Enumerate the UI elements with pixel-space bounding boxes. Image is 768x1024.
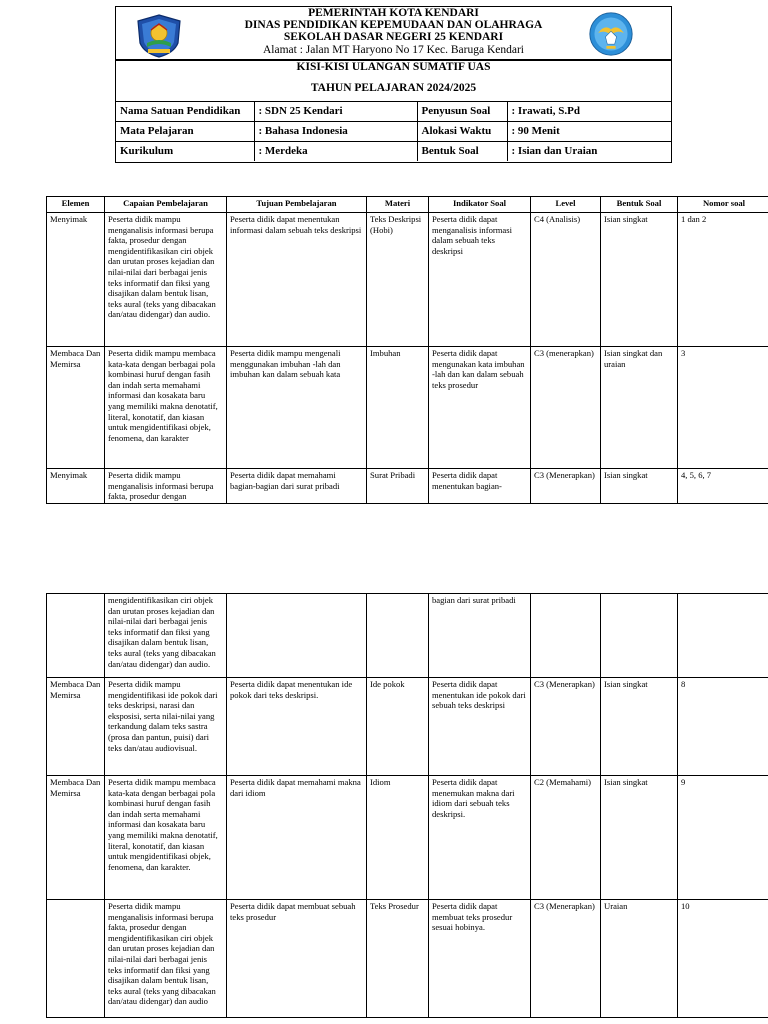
cell-nomor-soal bbox=[678, 594, 768, 678]
document-header bbox=[115, 6, 672, 163]
table-row bbox=[47, 776, 768, 900]
kisi-kisi-table-continued bbox=[46, 593, 768, 1018]
identity-value: : SDN 25 Kendari bbox=[254, 101, 417, 121]
cell-indikator: Peserta didik dapat menentukan ide pokok dari sebuah teks deskripsi bbox=[429, 678, 531, 776]
cell-bentuk-soal: Isian singkat dan uraian bbox=[601, 347, 678, 469]
identity-row bbox=[116, 121, 671, 141]
cell-tujuan: Peserta didik dapat membuat sebuah teks prosedur bbox=[227, 900, 367, 1018]
cell-materi: Teks Deskripsi (Hobi) bbox=[367, 213, 429, 347]
table-row bbox=[47, 213, 768, 347]
cell-bentuk-soal bbox=[601, 594, 678, 678]
table-row bbox=[47, 900, 768, 1018]
cell-tujuan: Peserta didik dapat menentukan ide pokok dari teks deskripsi. bbox=[227, 678, 367, 776]
identity-label: Penyusun Soal bbox=[417, 101, 507, 121]
cell-nomor-soal: 8 bbox=[678, 678, 768, 776]
cell-capaian: mengidentifikasikan ciri objek dan urutan proses kejadian dan nilai-nilai dari berbagai jenis teks informatif dan fiksi yang disajikan dalam bentuk lisan, teks aural (teks yang dibacakan dan/atau didengar) dan audio. bbox=[105, 594, 227, 678]
identity-value: : 90 Menit bbox=[507, 121, 671, 141]
cell-level: C3 (Menerapkan) bbox=[531, 900, 601, 1018]
identity-label: Alokasi Waktu bbox=[417, 121, 507, 141]
identity-label: Nama Satuan Pendidikan bbox=[120, 104, 241, 117]
cell-capaian: Peserta didik mampu mengidentifikasi ide pokok dari teks deskripsi, narasi dan eksposisi, serta nilai-nilai yang terkandung dalam teks sastra (prosa dan pantun, puisi) dari teks dan/atau audiovisual. bbox=[105, 678, 227, 776]
cell-materi: Idiom bbox=[367, 776, 429, 900]
cell-tujuan: Peserta didik mampu mengenali menggunakan imbuhan -lah dan imbuhan kan dalam sebuah kata bbox=[227, 347, 367, 469]
header-address: Alamat : Jalan MT Haryono No 17 Kec. Baruga Kendari bbox=[262, 44, 525, 56]
column-header-materi: Materi bbox=[367, 197, 429, 213]
identity-row bbox=[116, 141, 671, 161]
identity-value: : Bahasa Indonesia bbox=[254, 121, 417, 141]
cell-elemen: Membaca Dan Memirsa bbox=[47, 347, 105, 469]
cell-indikator: Peserta didik dapat mengunakan kata imbuhan -lah dan kan dalam sebuah teks prosedur bbox=[429, 347, 531, 469]
cell-bentuk-soal: Isian singkat bbox=[601, 776, 678, 900]
cell-materi: Imbuhan bbox=[367, 347, 429, 469]
column-header-indikator: Indikator Soal bbox=[429, 197, 531, 213]
cell-tujuan: Peserta didik dapat memahami makna dari idiom bbox=[227, 776, 367, 900]
cell-elemen bbox=[47, 900, 105, 1018]
cell-indikator: bagian dari surat pribadi bbox=[429, 594, 531, 678]
academic-year: TAHUN PELAJARAN 2024/2025 bbox=[310, 82, 477, 94]
cell-capaian: Peserta didik mampu menganalisis informasi berupa fakta, prosedur dengan mengidentifikasikan ciri objek dan urutan proses kejadian dan nilai-nilai dari berbagai jenis teks informatif dan fiksi yang disajikan dalam bentuk lisan, teks aural (teks yang dibacakan dan/atau didengar) dan audio. bbox=[105, 213, 227, 347]
column-header-elemen: Elemen bbox=[47, 197, 105, 213]
header-line-1: PEMERINTAH KOTA KENDARI bbox=[308, 7, 479, 19]
column-header-tujuan: Tujuan Pembelajaran bbox=[227, 197, 367, 213]
cell-indikator: Peserta didik dapat membuat teks prosedur sesuai hobinya. bbox=[429, 900, 531, 1018]
cell-elemen: Menyimak bbox=[47, 213, 105, 347]
cell-tujuan: Peserta didik dapat memahami bagian-bagian dari surat pribadi bbox=[227, 469, 367, 504]
identity-value: : Merdeka bbox=[254, 141, 417, 161]
cell-tujuan: Peserta didik dapat menentukan informasi dalam sebuah teks deskripsi bbox=[227, 213, 367, 347]
cell-capaian: Peserta didik mampu membaca kata-kata dengan berbagai pola kombinasi huruf dengan fasih dan indah serta memahami informasi dan kosakata baru yang memiliki makna denotatif, literal, konotatif, dan kiasan untuk mengidentifikasi objek, fenomena, dan karakter bbox=[105, 347, 227, 469]
cell-nomor-soal: 1 dan 2 bbox=[678, 213, 768, 347]
header-line-2: DINAS PENDIDIKAN KEPEMUDAAN DAN OLAHRAGA bbox=[244, 19, 543, 31]
cell-level: C2 (Memahami) bbox=[531, 776, 601, 900]
cell-nomor-soal: 10 bbox=[678, 900, 768, 1018]
kisi-kisi-table bbox=[46, 196, 768, 504]
cell-bentuk-soal: Isian singkat bbox=[601, 678, 678, 776]
cell-indikator: Peserta didik dapat menganalisis informasi dalam sebuah teks deskripsi bbox=[429, 213, 531, 347]
cell-level: C3 (Menerapkan) bbox=[531, 678, 601, 776]
document-title: KISI-KISI ULANGAN SUMATIF UAS bbox=[296, 61, 491, 73]
cell-bentuk-soal: Isian singkat bbox=[601, 213, 678, 347]
cell-capaian: Peserta didik mampu menganalisis informasi berupa fakta, prosedur dengan mengidentifikasikan ciri objek dan urutan proses kejadian dan nilai-nilai dari berbagai jenis teks informatif dan fiksi yang disajikan dalam bentuk lisan, teks aural (teks yang dibacakan dan/atau didengar) dan audio bbox=[105, 900, 227, 1018]
cell-level: C4 (Analisis) bbox=[531, 213, 601, 347]
cell-level: C3 (Menerapkan) bbox=[531, 469, 601, 504]
cell-elemen: Menyimak bbox=[47, 469, 105, 504]
cell-elemen: Membaca Dan Memirsa bbox=[47, 776, 105, 900]
cell-materi: Surat Pribadi bbox=[367, 469, 429, 504]
table-row bbox=[47, 678, 768, 776]
cell-capaian: Peserta didik mampu menganalisis informasi berupa fakta, prosedur dengan bbox=[105, 469, 227, 504]
cell-nomor-soal: 4, 5, 6, 7 bbox=[678, 469, 768, 504]
cell-materi: Teks Prosedur bbox=[367, 900, 429, 1018]
header-line-3: SEKOLAH DASAR NEGERI 25 KENDARI bbox=[283, 31, 504, 43]
identity-value: : Irawati, S.Pd bbox=[507, 101, 671, 121]
identity-label: Kurikulum bbox=[116, 141, 254, 161]
cell-materi: Ide pokok bbox=[367, 678, 429, 776]
table-row bbox=[47, 594, 768, 678]
cell-level: C3 (menerapkan) bbox=[531, 347, 601, 469]
identity-value: : Isian dan Uraian bbox=[507, 141, 671, 161]
cell-level bbox=[531, 594, 601, 678]
cell-capaian: Peserta didik mampu membaca kata-kata dengan berbagai pola kombinasi huruf dengan fasih dan indah serta memahami informasi dan kosakata baru yang memiliki makna denotatif, literal, konotatif, dan kiasan untuk mengidentifikasi objek, fenomena, dan karakter. bbox=[105, 776, 227, 900]
cell-nomor-soal: 3 bbox=[678, 347, 768, 469]
identity-table bbox=[116, 101, 671, 161]
table-row bbox=[47, 469, 768, 504]
cell-nomor-soal: 9 bbox=[678, 776, 768, 900]
cell-tujuan bbox=[227, 594, 367, 678]
cell-indikator: Peserta didik dapat menentukan bagian- bbox=[429, 469, 531, 504]
cell-bentuk-soal: Isian singkat bbox=[601, 469, 678, 504]
table-header-row bbox=[47, 197, 768, 213]
identity-label: Bentuk Soal bbox=[417, 141, 507, 161]
cell-indikator: Peserta didik dapat menemukan makna dari idiom dari sebuah teks deskripsi. bbox=[429, 776, 531, 900]
column-header-nomor-soal: Nomor soal bbox=[678, 197, 768, 213]
identity-label: Mata Pelajaran bbox=[116, 121, 254, 141]
identity-row bbox=[116, 101, 671, 121]
cell-elemen bbox=[47, 594, 105, 678]
column-header-level: Level bbox=[531, 197, 601, 213]
column-header-bentuk-soal: Bentuk Soal bbox=[601, 197, 678, 213]
table-row bbox=[47, 347, 768, 469]
cell-materi bbox=[367, 594, 429, 678]
cell-elemen: Membaca Dan Memirsa bbox=[47, 678, 105, 776]
column-header-capaian: Capaian Pembelajaran bbox=[105, 197, 227, 213]
cell-bentuk-soal: Uraian bbox=[601, 900, 678, 1018]
